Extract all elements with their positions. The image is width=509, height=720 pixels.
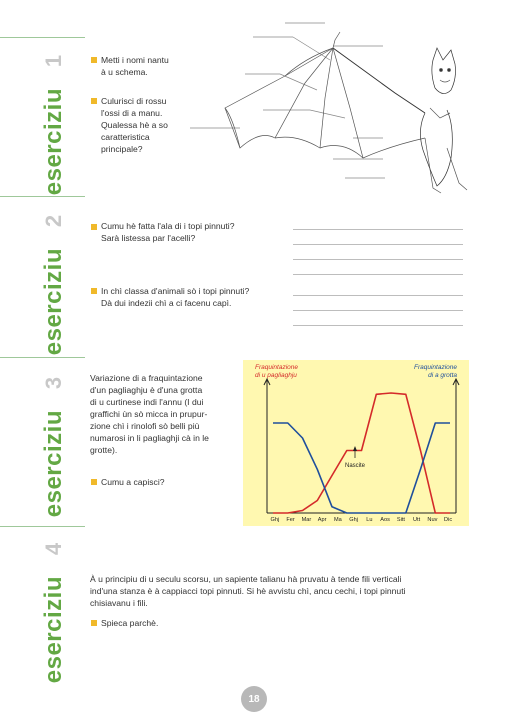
text-line: Culurisci di rossu bbox=[101, 96, 167, 106]
ex1-question-2 bbox=[101, 95, 168, 155]
text-line: Variazione di a fraquintazione bbox=[90, 373, 203, 383]
ex3-paragraph bbox=[90, 372, 209, 456]
text-line: di u curtinese indi l'annu (I dui bbox=[90, 397, 204, 407]
x-tick-label: Ghj bbox=[270, 517, 280, 523]
text-line: Sarà listessa par l'acelli? bbox=[101, 233, 196, 243]
answer-line[interactable] bbox=[293, 274, 463, 275]
bullet-icon bbox=[91, 479, 97, 485]
section-word: eserciziu bbox=[40, 410, 67, 518]
bullet-icon bbox=[91, 98, 97, 104]
left-axis-title-1: Fraquintazione bbox=[255, 364, 298, 371]
ex4-question: Spieca parchè. bbox=[101, 618, 159, 628]
text-line: ind'una stanza è à cappiacci topi pinnuti. Si hè avvistu chì, ancu cechi, i topi pinnuti bbox=[90, 586, 406, 596]
section-label-1 bbox=[34, 48, 74, 195]
section-divider bbox=[0, 526, 85, 527]
answer-line[interactable] bbox=[293, 295, 463, 296]
text-line: principale? bbox=[101, 144, 143, 154]
ex4-paragraph bbox=[90, 573, 480, 609]
text-line: chisiavanu i fili. bbox=[90, 598, 148, 608]
bullet-icon bbox=[91, 620, 97, 626]
text-line: graffichi ùn sò micca in prupur- bbox=[90, 409, 208, 419]
ex2-question-2 bbox=[101, 285, 249, 309]
section-divider bbox=[0, 357, 85, 358]
answer-line[interactable] bbox=[293, 259, 463, 260]
bullet-icon bbox=[91, 57, 97, 63]
x-tick-label: Utt bbox=[413, 517, 421, 523]
left-axis-title-2: di u pagliaghju bbox=[255, 372, 297, 379]
section-number: 4 bbox=[41, 542, 66, 556]
bullet-icon bbox=[91, 288, 97, 294]
bullet-icon bbox=[91, 224, 97, 230]
section-number: 2 bbox=[41, 214, 66, 228]
section-divider bbox=[0, 196, 85, 197]
section-word: eserciziu bbox=[40, 248, 67, 356]
x-tick-label: Apr bbox=[317, 517, 327, 523]
text-line: Cumu hè fatta l'ala di i topi pinnuti? bbox=[101, 221, 235, 231]
text-line: à u schema. bbox=[101, 67, 148, 77]
page-number: 18 bbox=[241, 686, 267, 712]
answer-line[interactable] bbox=[293, 310, 463, 311]
section-label-2 bbox=[34, 208, 74, 355]
text-line: Qualessa hè a so bbox=[101, 120, 168, 130]
frequentation-chart bbox=[243, 360, 469, 526]
right-axis-title-1: Fraquintazione bbox=[414, 364, 457, 371]
section-number: 1 bbox=[41, 54, 66, 68]
ex3-question: Cumu a capisci? bbox=[101, 477, 165, 487]
text-line: l'ossi di a manu. bbox=[101, 108, 163, 118]
section-word: eserciziu bbox=[40, 88, 67, 196]
ex1-question-1 bbox=[101, 54, 169, 78]
section-label-3 bbox=[34, 370, 74, 517]
x-tick-label: Ghj bbox=[349, 517, 358, 523]
text-line: numarosi in li pagliaghji cà in le bbox=[90, 433, 209, 443]
section-number: 3 bbox=[41, 376, 66, 390]
section-word: eserciziu bbox=[40, 576, 67, 684]
x-tick-label: Nuv bbox=[427, 517, 438, 523]
x-tick-label: Dic bbox=[444, 517, 453, 523]
x-tick-label: Aos bbox=[380, 517, 390, 523]
text-line: À u principiu di u seculu scorsu, un sapiente talianu hà pruvatu à tende fili verticali bbox=[90, 574, 402, 584]
bat-wing-diagram bbox=[185, 18, 475, 196]
annotation-label: Nascite bbox=[344, 463, 366, 469]
text-line: Dà dui indezii chì a ci facenu capì. bbox=[101, 298, 232, 308]
x-tick-label: Fer bbox=[286, 517, 295, 523]
text-line: zione chì i rinolofi sò belli più bbox=[90, 421, 200, 431]
section-divider bbox=[0, 37, 85, 38]
x-tick-label: Ma bbox=[334, 517, 342, 523]
text-line: caratteristica bbox=[101, 132, 150, 142]
answer-line[interactable] bbox=[293, 244, 463, 245]
text-line: Metti i nomi nantu bbox=[101, 55, 169, 65]
x-tick-label: Sitt bbox=[396, 517, 405, 523]
text-line: In chì classa d'animali sò i topi pinnuti? bbox=[101, 286, 250, 296]
section-label-4 bbox=[34, 536, 74, 683]
text-line: grotte). bbox=[90, 445, 118, 455]
answer-line[interactable] bbox=[293, 325, 463, 326]
chart-background bbox=[243, 360, 469, 526]
x-tick-label: Mar bbox=[301, 517, 312, 523]
ex2-question-1 bbox=[101, 220, 235, 244]
text-line: d'un pagliaghju è d'una grotta bbox=[90, 385, 203, 395]
right-axis-title-2: di a grotta bbox=[428, 372, 457, 379]
answer-line[interactable] bbox=[293, 229, 463, 230]
x-tick-label: Lu bbox=[366, 517, 373, 523]
